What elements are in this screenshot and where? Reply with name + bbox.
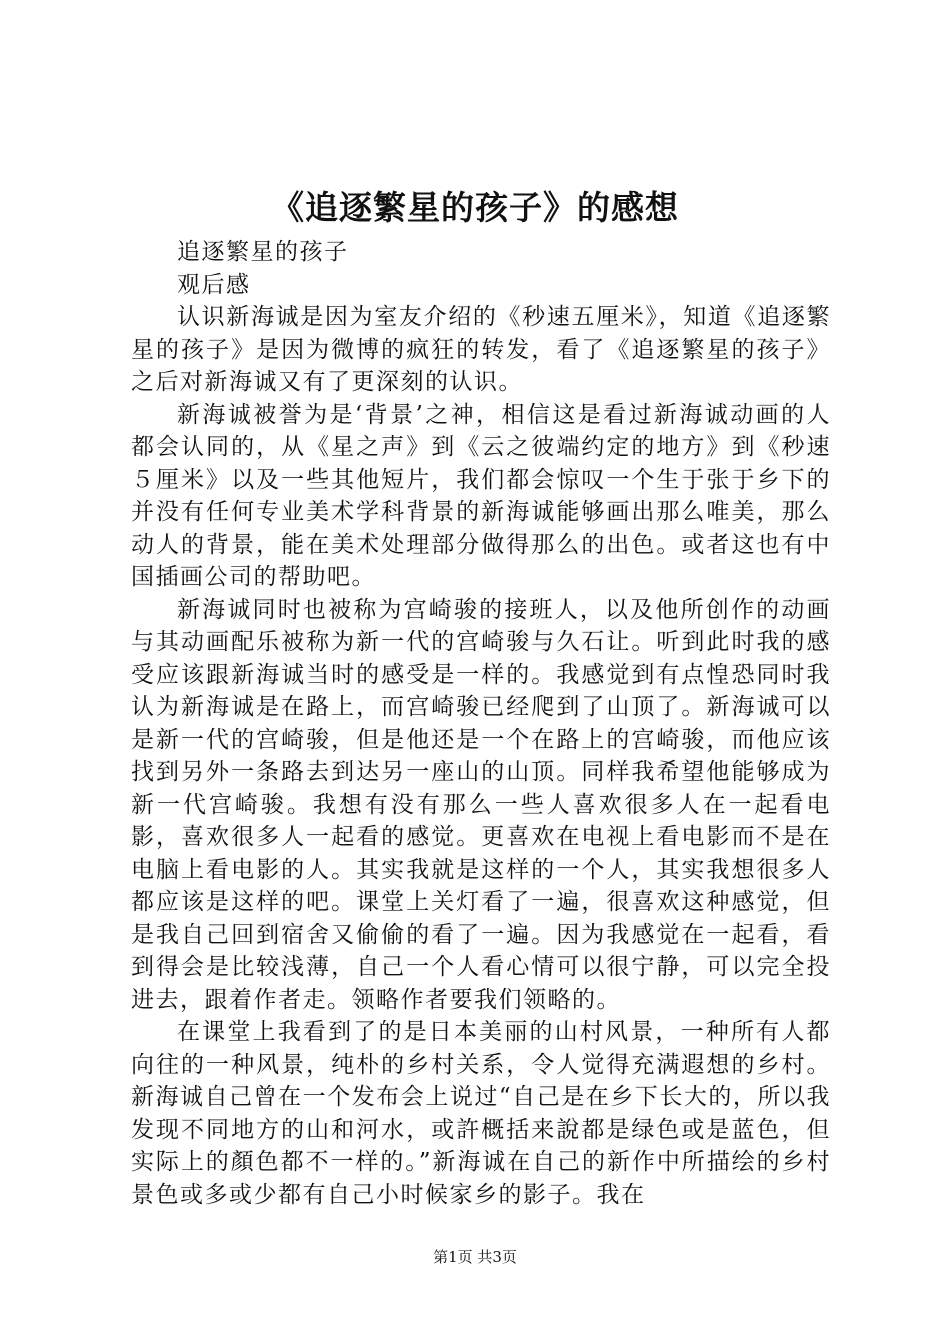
body-paragraph: 认识新海诚是因为室友介绍的《秒速五厘米》，知道《追逐繁星的孩子》是因为微博的疯狂的转发，看了《追逐繁星的孩子》之后对新海诚又有了更深刻的认识。 [131, 304, 831, 395]
body-paragraph: 在课堂上我看到了的是日本美丽的山村风景，一种所有人都向往的一种风景，纯朴的乡村关系，令人觉得充满遐想的乡村。新海诚自己曾在一个发布会上说过“自己是在乡下长大的，所以我发现不同地方的山和河水，或許概括来說都是绿色或是蓝色，但实际上的顏色都不一样的。”新海诚在自己的新作中所描绘的乡村景色或多或少都有自己小时候家乡的影子。我在 [131, 1019, 831, 1208]
body-paragraph: 新海诚被誉为是‘背景’之神，相信这是看过新海诚动画的人都会认同的，从《星之声》到《云之彼端约定的地方》到《秒速５厘米》以及一些其他短片，我们都会惊叹一个生于张于乡下的并没有任何专业美术学科背景的新海诚能够画出那么唯美，那么动人的背景，能在美术处理部分做得那么的出色。或者这也有中国插画公司的帮助吧。 [131, 401, 831, 590]
page-number-footer: 第1页 共3页 [433, 1248, 517, 1266]
document-title: 《追逐繁星的孩子》的感想 [271, 188, 679, 227]
body-paragraph: 新海诚同时也被称为宫崎骏的接班人，以及他所创作的动画与其动画配乐被称为新一代的宫崎骏与久石让。听到此时我的感受应该跟新海诚当时的感受是一样的。我感觉到有点惶恐同时我认为新海诚是在路上，而宫崎骏已经爬到了山顶了。新海诚可以是新一代的宫崎骏，但是他还是一个在路上的宫崎骏，而他应该找到另外一条路去到达另一座山的山顶。同样我希望他能够成为新一代宫崎骏。我想有没有那么一些人喜欢很多人在一起看电影，喜欢很多人一起看的感觉。更喜欢在电视上看电影而不是在电脑上看电影的人。其实我就是这样的一个人，其实我想很多人都应该是这样的吧。课堂上关灯看了一遍，很喜欢这种感觉，但是我自己回到宿舍又偷偷的看了一遍。因为我感觉在一起看，看到得会是比较浅薄，自己一个人看心情可以很宁静，可以完全投进去，跟着作者走。领略作者要我们领略的。 [131, 596, 831, 1013]
subtitle-line: 观后感 [177, 271, 251, 298]
subtitle-line: 追逐繁星的孩子 [177, 239, 349, 265]
document-body [131, 236, 831, 1211]
